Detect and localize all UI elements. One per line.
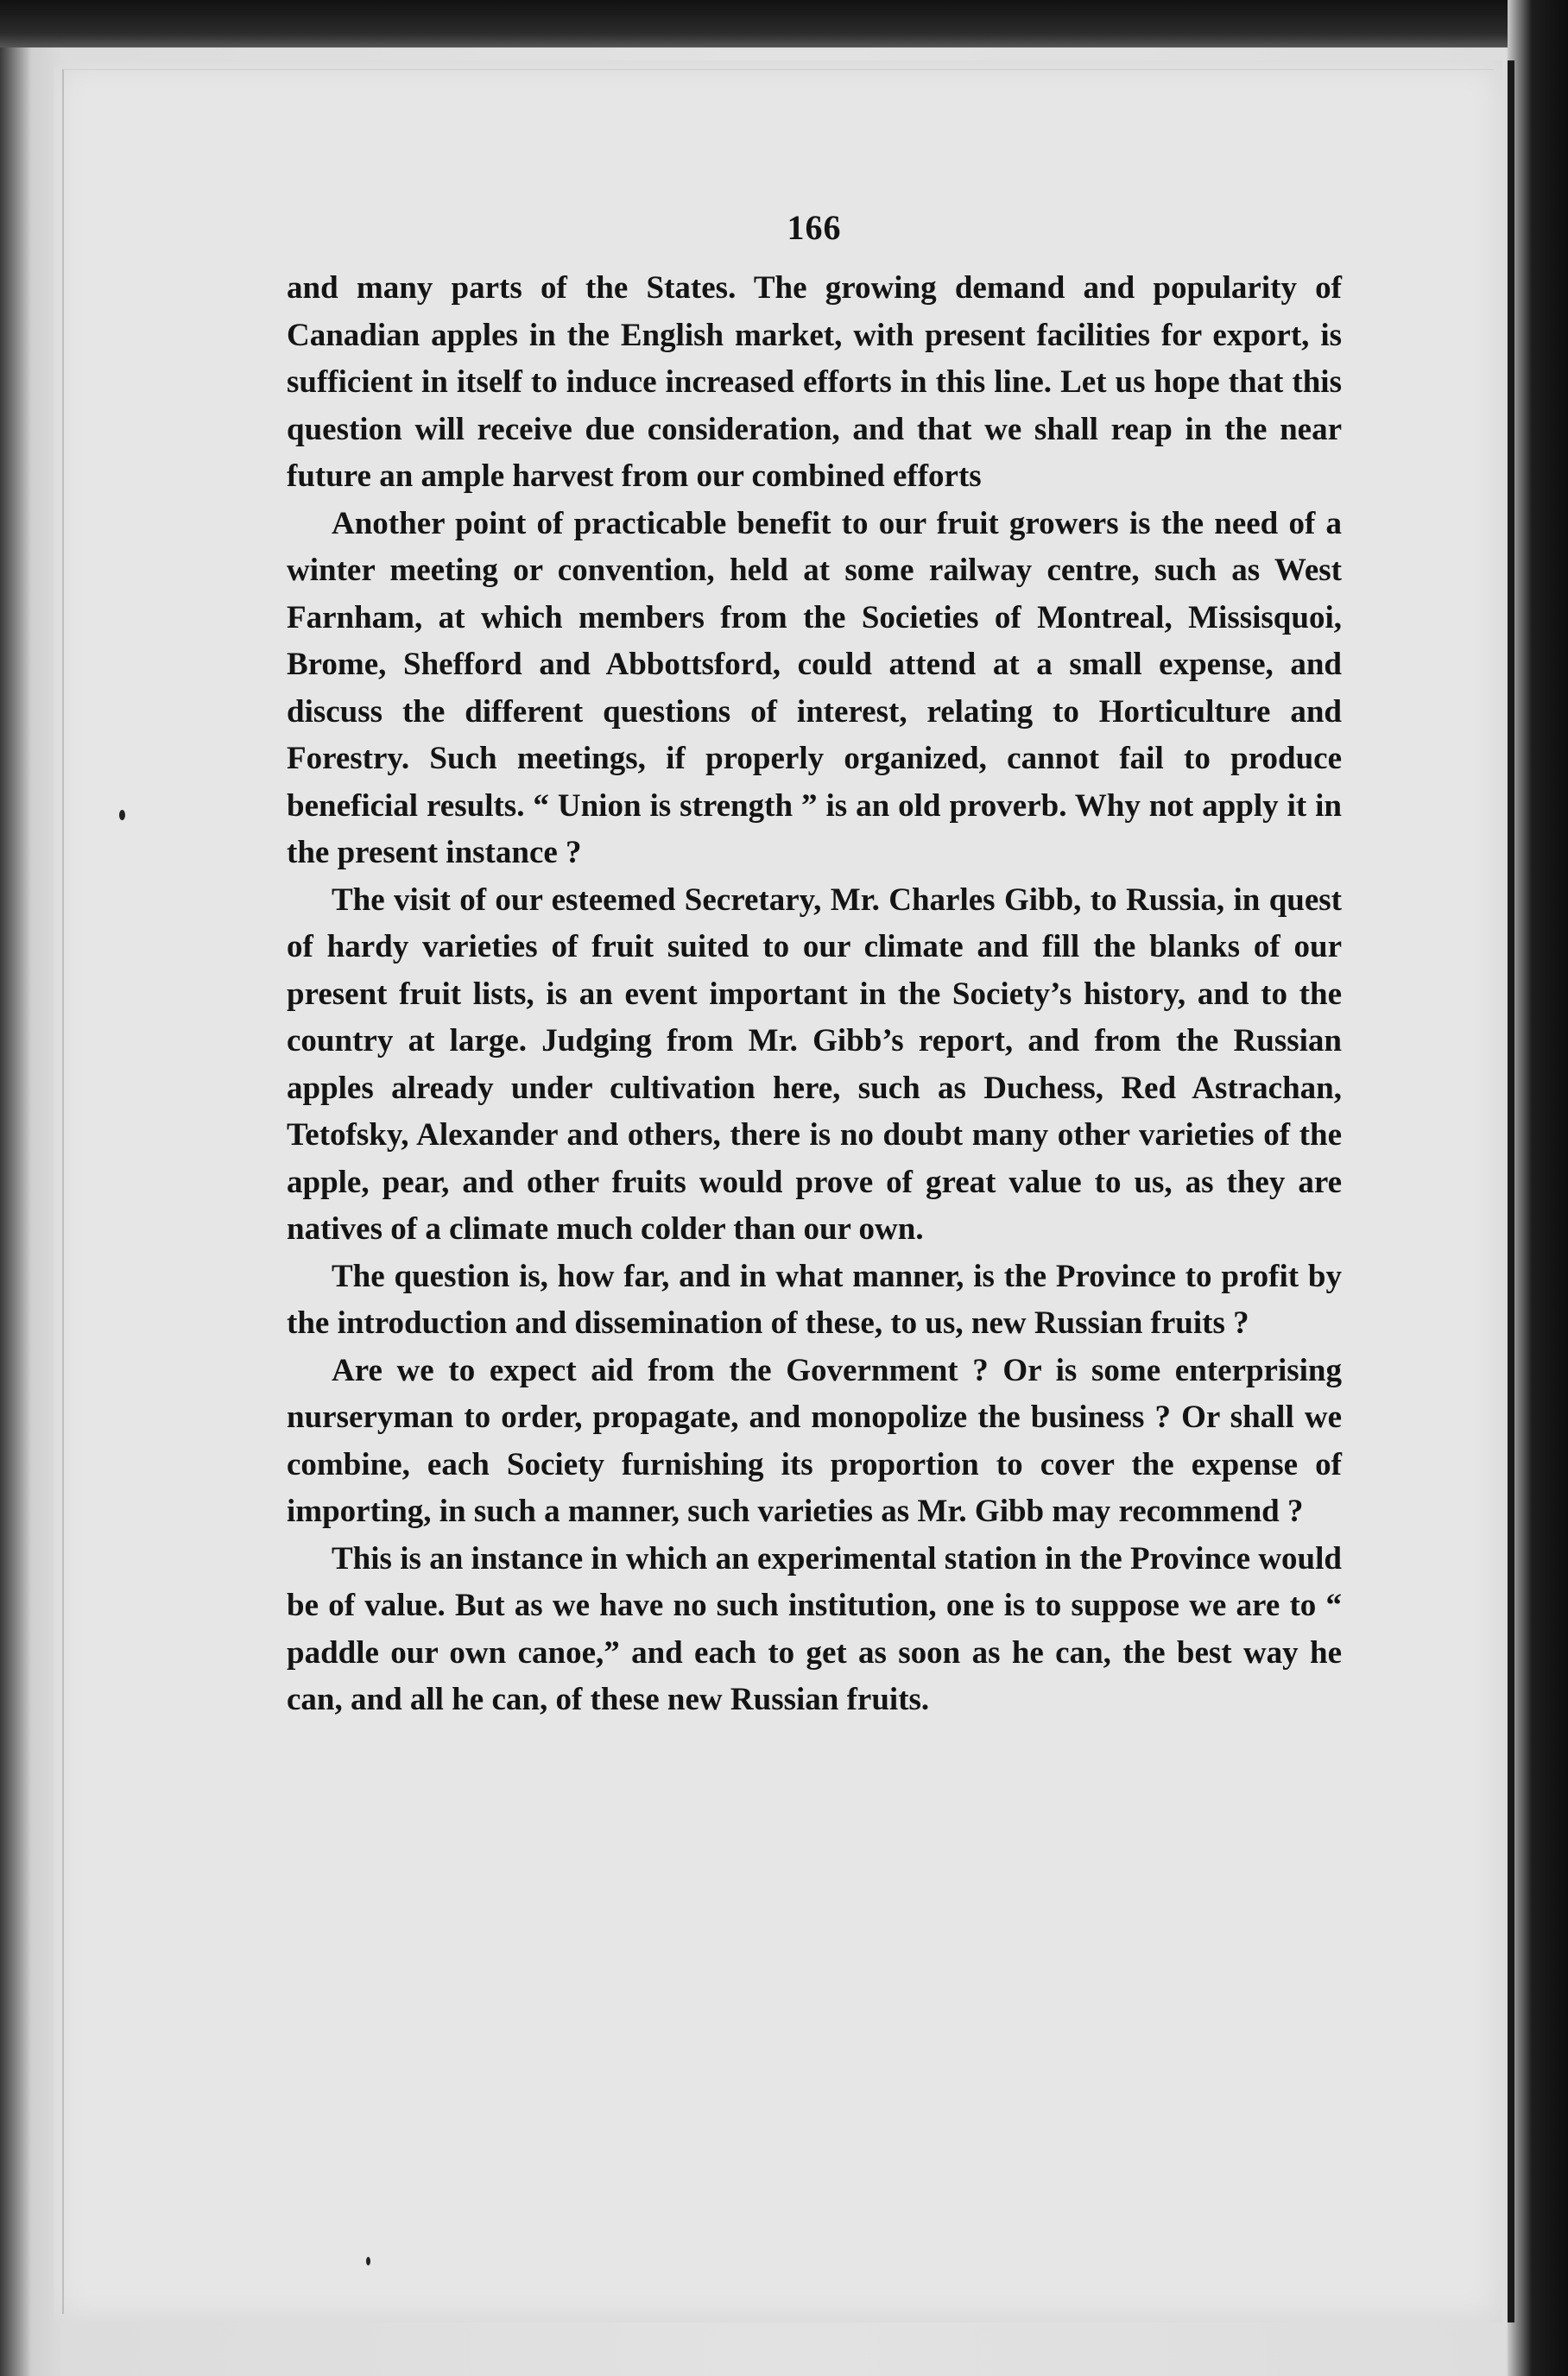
paragraph-question: The question is, how far, and in what manner, is the Province to profit by the introduction and dissemination of these, to us, new Russian fruits ?: [287, 1258, 1342, 1341]
scan-right-edge: [1508, 0, 1568, 2376]
ink-speck: [366, 2257, 370, 2265]
page-content: [287, 207, 1342, 1724]
page-gutter-shadow: [1508, 60, 1514, 2322]
page-number: 166: [787, 208, 842, 247]
ink-speck: [119, 810, 125, 820]
paragraph-government-aid: Are we to expect aid from the Government ? Or is some enterprising nurseryman to order, propagate, and monopolize the business ? Or shall we combine, each Society furnishing its proportion to cover the expense of importing, in such a manner, such varieties as Mr. Gibb may recommend ?: [287, 1352, 1342, 1529]
paragraph-experimental-station: This is an instance in which an experimental station in the Province would be of value. But as we have no such institution, one is to suppose we are to “ paddle our own canoe,” and each to get as soon as he can, the best way he can, and all he can, of these new Russian fruits.: [287, 1540, 1342, 1717]
scan-top-edge: [0, 0, 1568, 47]
paragraph-winter-meeting: Another point of practicable benefit to our fruit growers is the need of a winter meeting or convention, held at some railway centre, such as West Farnham, at which members from the Societies of Montreal, Missisquoi, Brome, Shefford and Abbottsford, could attend at a small expense, and discuss the different questions of interest, relating to Horticulture and Forestry. Such meetings, if properly organized, cannot fail to produce beneficial results. “ Union is strength ” is an old proverb. Why not apply it in the present instance ?: [287, 505, 1342, 870]
paragraph-secretary-visit: The visit of our esteemed Secretary, Mr. Charles Gibb, to Russia, in quest of hardy varieties of fruit suited to our climate and fill the blanks of our present fruit lists, is an event important in the Society’s history, and to the country at large. Judging from Mr. Gibb’s report, and from the Russian apples already under cultivation here, such as Duchess, Red Astrachan, Tetofsky, Alexander and others, there is no doubt many other varieties of the apple, pear, and other fruits would prove of great value to us, as they are natives of a climate much colder than our own.: [287, 882, 1342, 1247]
paragraph-continuation: and many parts of the States. The growing demand and popularity of Canadian apples in the English market, with present facilities for export, is sufficient in itself to induce increased efforts in this line. Let us hope that this question will receive due consideration, and that we shall reap in the near future an ample harvest from our combined efforts: [287, 270, 1342, 494]
